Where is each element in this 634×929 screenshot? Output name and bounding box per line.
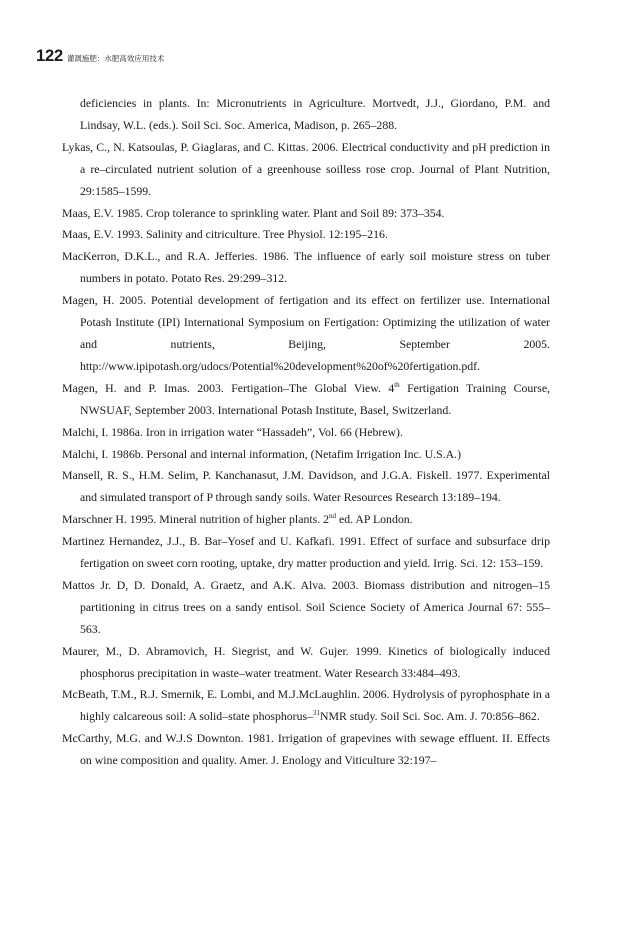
reference-entry: Martinez Hernandez, J.J., B. Bar–Yosef and U. Kafkafi. 1991. Effect of surface and subsurface drip fertigation on sweet corn rooting, uptake, dry matter production and yield. Irrig. Sci. 12: 153–159. (62, 534, 550, 571)
reference-entry: Maurer, M., D. Abramovich, H. Siegrist, and W. Gujer. 1999. Kinetics of biologically induced phosphorus precipitation in waste–water treatment. Water Research 33:484–493. (62, 643, 550, 680)
reference-entry: deficiencies in plants. In: Micronutrients in Agriculture. Mortvedt, J.J., Giordano, P.M. and Lindsay, W.L. (eds.). Soil Sci. Soc. America, Madison, p. 265–288. (80, 96, 550, 132)
reference-entry: McCarthy, M.G. and W.J.S Downton. 1981. Irrigation of grapevines with sewage effluent. II. Effects on wine composition and quality. Amer. J. Enology and Viticulture 32:197– (62, 731, 550, 768)
reference-entry: Lykas, C., N. Katsoulas, P. Giaglaras, and C. Kittas. 2006. Electrical conductivity and pH prediction in a re–circulated nutrient solution of a greenhouse soilless rose crop. Journal of Plant Nutrition, 29:1585–1599. (62, 139, 550, 198)
reference-entry: Mansell, R. S., H.M. Selim, P. Kanchanasut, J.M. Davidson, and J.G.A. Fiskell. 1977. Experimental and simulated transport of P through sandy soils. Water Resources Research 13:189–194. (62, 468, 550, 505)
book-title: 灌溉施肥：水肥高效应用技术 (66, 54, 165, 63)
reference-entry: Maas, E.V. 1993. Salinity and citriculture. Tree Physiol. 12:195–216. (62, 227, 388, 242)
reference-entry: Malchi, I. 1986b. Personal and internal information, (Netafim Irrigation Inc. U.S.A.) (62, 446, 462, 461)
reference-entry: MacKerron, D.K.L., and R.A. Jefferies. 1986. The influence of early soil moisture stress on tuber numbers in potato. Potato Res. 29:299–312. (62, 249, 550, 286)
reference-entry: Malchi, I. 1986a. Iron in irrigation water “Hassadeh”, Vol. 66 (Hebrew). (62, 424, 403, 439)
reference-entry: Mattos Jr. D, D. Donald, A. Graetz, and A.K. Alva. 2003. Biomass distribution and nitrogen–15 partitioning in citrus trees on a sandy entisol. Soil Science Society of America Journal 67: 555–563. (62, 577, 550, 636)
reference-entry: McBeath, T.M., R.J. Smernik, E. Lombi, and M.J.McLaughlin. 2006. Hydrolysis of pyrophosphate in a highly calcareous soil: A solid–state phosphorus–$^{31}$NMR study. Soil Sci. Soc. Am. J. 70:856–862. (62, 687, 550, 724)
running-header (36, 47, 164, 67)
reference-entry: Magen, H. 2005. Potential development of fertigation and its effect on fertilizer use. International Potash Institute (IPI) International Symposium on Fertigation: Optimizing the utilization of water and nutrients, Beijing, September 2005. http://www.ipipotash.org/udocs/Potential%20development%20of%20fertigation.pdf. (62, 293, 550, 373)
superscript: nd (329, 512, 337, 521)
reference-entry: Magen, H. and P. Imas. 2003. Fertigation–The Global View. 4th Fertigation Training Course, NWSUAF, September 2003. International Potash Institute, Basel, Switzerland. (62, 380, 551, 417)
page-number: 122 (36, 47, 63, 65)
superscript: 31 (312, 709, 320, 718)
superscript: th (394, 380, 400, 389)
reference-entry: Maas, E.V. 1985. Crop tolerance to sprinkling water. Plant and Soil 89: 373–354. (62, 205, 445, 220)
reference-list (62, 93, 550, 772)
reference-entry: Marschner H. 1995. Mineral nutrition of higher plants. 2nd ed. AP London. (62, 512, 413, 527)
